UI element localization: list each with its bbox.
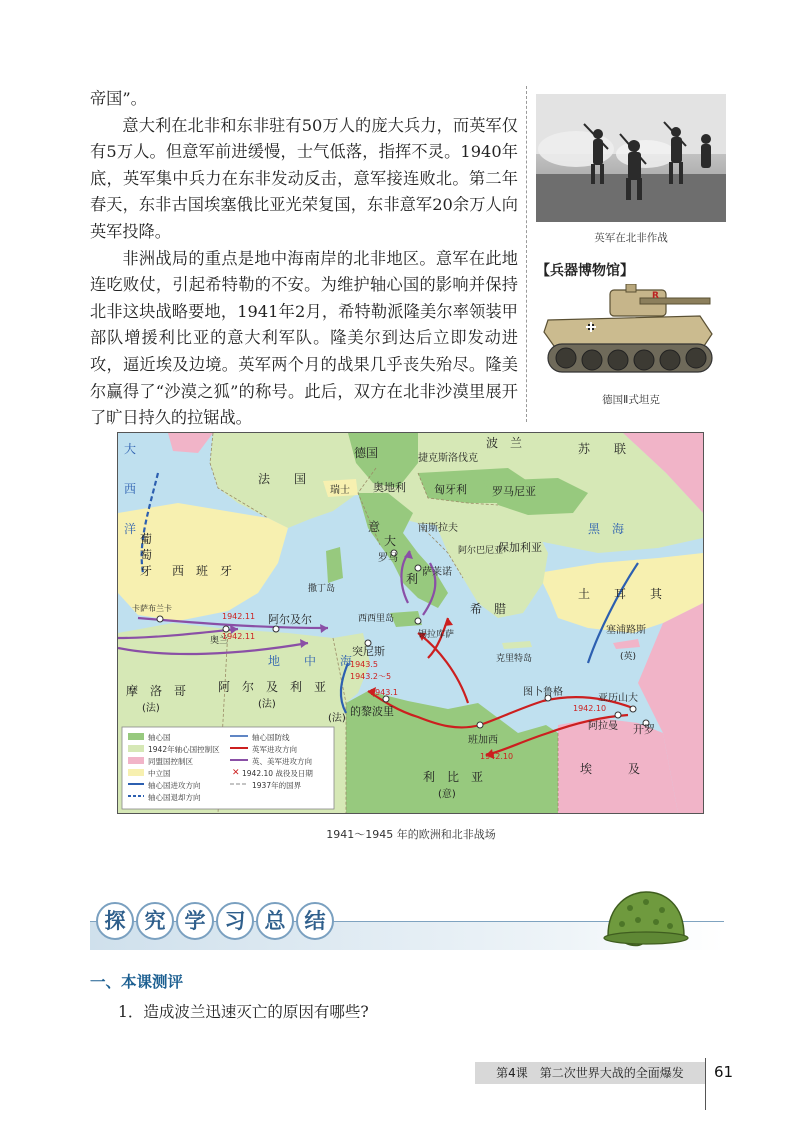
- map-label: 大: [124, 442, 137, 456]
- map-label: 1942.10: [573, 704, 607, 713]
- map-label: 阿尔巴尼亚: [458, 546, 504, 556]
- map-label: 瑞士: [330, 485, 350, 496]
- map-label: 1942.11: [222, 632, 256, 641]
- map-label: 突尼斯: [352, 645, 385, 658]
- map-label: 锡拉库萨: [418, 630, 455, 640]
- map-label: 克里特岛: [496, 654, 533, 664]
- svg-text:✕: ✕: [232, 768, 240, 778]
- map-label: 黑 海: [588, 522, 625, 536]
- map-label: 奥兰: [210, 636, 229, 646]
- map-label: 德国: [354, 446, 379, 460]
- banner-char: 习: [216, 902, 254, 940]
- banner-char: 学: [176, 902, 214, 940]
- map-label: 萄: [140, 548, 153, 562]
- map-legend: [122, 727, 334, 809]
- photo-caption: 英军在北非作战: [594, 232, 668, 244]
- map-label: 1942.11: [222, 612, 256, 621]
- section-banner: [96, 902, 396, 942]
- lesson-footer: 第4课 第二次世界大战的全面爆发: [475, 1062, 705, 1084]
- footer-divider: [705, 1058, 706, 1110]
- map-label: 利: [406, 572, 419, 586]
- map-label: 保加利亚: [498, 541, 542, 554]
- map-caption: 1941～1945 年的欧洲和北非战场: [326, 828, 496, 841]
- banner-char: 总: [256, 902, 294, 940]
- map-label: 萨莱诺: [422, 567, 452, 578]
- map-label: 阿拉曼: [588, 721, 618, 732]
- map-label: 阿尔及尔: [268, 613, 312, 626]
- map-label: 阿 尔 及 利 亚: [218, 680, 327, 694]
- map-label: 土 耳 其: [578, 587, 663, 601]
- legend-label: 轴心国: [148, 733, 171, 742]
- map-label: 南斯拉夫: [418, 523, 458, 534]
- map-label: 1943.5: [350, 660, 378, 669]
- map-label: 牙: [140, 564, 153, 578]
- tank-illustration: [540, 284, 720, 384]
- paragraph: 帝国”。: [90, 89, 147, 108]
- legend-label: 英军进攻方向: [252, 745, 297, 754]
- legend-label: 轴心国进攻方向: [148, 781, 201, 790]
- legend-label: 同盟国控制区: [148, 757, 193, 766]
- map-label: 西 班 牙: [172, 564, 233, 578]
- page-number: 61: [714, 1063, 734, 1081]
- helmet-icon: [600, 888, 690, 950]
- map-label: 1943.1: [370, 688, 398, 697]
- section-heading: 一、本课测评: [90, 973, 184, 991]
- map-label: 塞浦路斯: [606, 625, 646, 636]
- map-label: 开罗: [633, 723, 655, 736]
- map-label: 卡萨布兰卡: [132, 604, 172, 613]
- map-label: 意: [368, 520, 381, 534]
- map-label: (法): [258, 699, 276, 710]
- map-label: 地 中 海: [268, 654, 353, 668]
- map-label: 撒丁岛: [308, 584, 336, 594]
- svg-text:R: R: [652, 291, 659, 301]
- map-label: 1943.2～5: [350, 672, 392, 681]
- body-text: [90, 86, 518, 432]
- map-label: 班加西: [468, 735, 498, 746]
- legend-label: 1937年的国界: [252, 781, 302, 790]
- legend-label: 1942.10 战役及日期: [242, 769, 313, 778]
- map-label: 希 腊: [470, 602, 507, 616]
- map-label: 大: [384, 534, 397, 548]
- map-label: 罗马尼亚: [492, 485, 536, 498]
- map-label: 埃 及: [580, 762, 641, 776]
- paragraph: 非洲战局的重点是地中海南岸的北非地区。意军在此地连吃败仗，引起希特勒的不安。为维护轴心国的影响并保持北非这块战略要地，1941年2月，希特勒派隆美尔率领装甲部队增援利比亚的意大利军队。隆美尔到达后立即发动进攻，逼近埃及边境。英军两个月的战果几乎丧失殆尽。隆美尔赢得了“沙漠之狐”的称号。此后，双方在北非沙漠里展开了旷日持久的拉锯战。: [90, 248, 518, 428]
- sardinia-region: [326, 547, 343, 583]
- map-label: (法): [328, 713, 346, 724]
- legend-label: 轴心国防线: [252, 733, 290, 742]
- banner-char: 究: [136, 902, 174, 940]
- map-label: 亚历山大: [598, 693, 638, 704]
- map-label: 波 兰: [486, 436, 523, 450]
- museum-title: 【兵器博物馆】: [536, 263, 634, 279]
- map-label: (英): [620, 652, 637, 662]
- legend-label: 1942年轴心国控制区: [148, 745, 220, 754]
- map-label: 洋: [124, 522, 137, 536]
- map-label: 1942.10: [480, 752, 514, 761]
- map-label: 利 比 亚: [423, 770, 484, 784]
- banner-char: 结: [296, 902, 334, 940]
- banner-char: 探: [96, 902, 134, 940]
- map-label: (意): [438, 789, 456, 800]
- question: 1．造成波兰迅速灭亡的原因有哪些?: [118, 1003, 369, 1021]
- soldiers-photo: [536, 94, 726, 222]
- legend-label: 英、美军进攻方向: [252, 757, 312, 766]
- map-label: 捷克斯洛伐克: [418, 453, 478, 464]
- map-label: 的黎波里: [350, 705, 394, 718]
- paragraph: 意大利在北非和东非驻有50万人的庞大兵力，而英军仅有5万人。但意军前进缓慢，士气低落，指挥不灵。1940年底，英军集中兵力在东非发动反击，意军接连败北。第二年春天，东非古国埃塞俄比亚光荣复国，东非意军20余万人向英军投降。: [90, 115, 518, 241]
- map-label: 摩 洛 哥: [126, 684, 187, 698]
- map-label: 西西里岛: [358, 614, 395, 624]
- war-map: [117, 432, 704, 814]
- map-label: 奥地利: [373, 481, 406, 494]
- map-label: 葡: [140, 532, 153, 546]
- map-label: 法 国: [258, 472, 307, 486]
- map-label: 罗马: [378, 553, 398, 564]
- legend-label: 轴心国退却方向: [148, 793, 201, 802]
- map-label: 西: [124, 482, 137, 496]
- column-divider: [526, 86, 527, 422]
- map-label: (法): [142, 703, 160, 714]
- map-label: 图卜鲁格: [523, 687, 563, 698]
- map-label: 苏 联: [578, 442, 627, 456]
- map-label: 匈牙利: [434, 483, 467, 496]
- legend-label: 中立国: [148, 769, 171, 778]
- tank-caption: 德国Ⅱ式坦克: [602, 394, 660, 406]
